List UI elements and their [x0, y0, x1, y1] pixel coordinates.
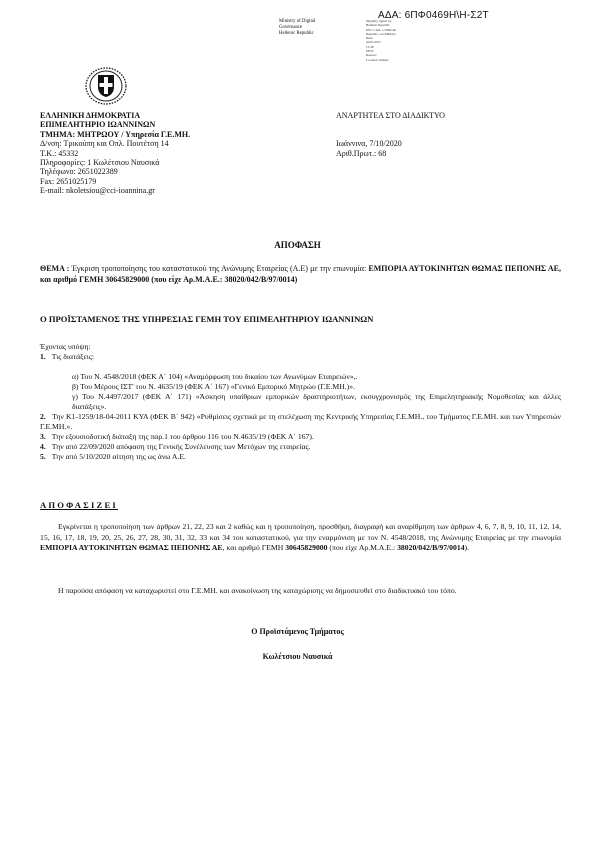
consideration-item-5: 5. Την από 5/10/2020 αίτηση της ως άνω Α.Ε.	[40, 452, 186, 461]
consideration-item-2: 2. Την Κ1-1259/18-04-2011 ΚΥΑ (ΦΕΚ Β΄ 942) «Ρυθμίσεις σχετικά με τη στελέχωση της Κεντρικής Υπηρεσίας Γ.Ε.ΜΗ., του Τμήματος Γ.Ε.ΜΗ. και των Υπηρεσιών Γ.Ε.ΜΗ.».	[40, 412, 561, 431]
consideration-text: Τις διατάξεις:	[51, 352, 94, 361]
consideration-text: Την από 5/10/2020 αίτηση της ως άνω Α.Ε.	[51, 452, 186, 461]
issuer-address: Δ/νση: Τρικούπη και Οπλ. Πουτέτση 14	[40, 139, 169, 149]
issuer-chamber: ΕΠΙΜΕΛΗΤΗΡΙΟ ΙΩΑΝΝΙΝΩΝ	[40, 120, 156, 130]
issuer-block	[40, 111, 300, 196]
document-code: ΑΔΑ: 6ΠΦ0469Η\Η-Σ2Τ	[378, 10, 489, 21]
approval-text: , και αριθμό ΓΕΜΗ	[222, 543, 286, 553]
director-heading: Ο ΠΡΟΪΣΤΑΜΕΝΟΣ ΤΗΣ ΥΠΗΡΕΣΙΑΣ ΓΕΜΗ ΤΟΥ ΕΠΙΜΕΛΗΤΗΡΙΟΥ ΙΩΑΝΝΙΝΩΝ	[40, 314, 374, 324]
subject-paragraph	[40, 264, 561, 285]
signature-line: Digitally signed by	[366, 19, 392, 23]
subject-company: ΕΜΠΟΡΙΑ ΑΥΤΟΚΙΝΗΤΩΝ ΘΩΜΑΣ ΠΕΠΟΝΗΣ ΑΕ, και αριθμό ΓΕΜΗ 30645829000 (που είχε Αρ.Μ.Α.Ε.: 38020/042/Β/97/0014)	[40, 264, 561, 284]
issuer-department: ΤΜΗΜΑ: ΜΗΤΡΩΟΥ / Υπηρεσία Γ.Ε.ΜΗ.	[40, 129, 191, 139]
provision-c: γ) Του Ν.4497/2017 (ΦΕΚ Α΄ 171) «Άσκηση υπαίθριων εμπορικών δραστηριοτήτων, εκσυγχρονισμός της Επιμελητηριακής Νομοθεσίας και άλλες διατάξεις».	[72, 392, 561, 411]
signature-line: Date:	[366, 36, 374, 41]
consideration-text: Την εξουσιοδοτική διάταξη της παρ.1 του άρθρου 116 του Ν.4635/19 (ΦΕΚ Α΄ 167).	[51, 432, 314, 441]
subject-label: ΘΕΜΑ :	[40, 264, 70, 273]
provision-a: α) Του Ν. 4548/2018 (ΦΕΚ Α΄ 104) «Αναμόρφωση του δικαίου των Ανωνύμων Εταιρειών»,.	[72, 372, 358, 381]
signature-line: Reason:	[366, 53, 377, 58]
issuer-postcode: Τ.Κ.: 45332	[40, 148, 79, 158]
document-title: ΑΠΟΦΑΣΗ	[274, 240, 321, 250]
signature-line: 15:48	[366, 44, 374, 49]
consideration-text: Την από 22/09/2020 απόφαση της Γενικής Συνέλευσης των Μετόχων της εταιρείας.	[51, 442, 311, 451]
approval-gemi-number: 30645829000	[285, 543, 328, 553]
considering-intro: Έχοντας υπόψη:	[40, 342, 91, 351]
digital-signature-details	[366, 19, 406, 62]
issuer-fax: Fax: 2651025179	[40, 176, 97, 186]
signature-line: 2020.10.07	[366, 40, 381, 45]
signature-line: DN: c=GR, o=Hellenic	[366, 27, 397, 32]
protocol-number: Αριθ.Πρωτ.: 68	[336, 148, 387, 158]
approval-mae-number: 38020/042/Β/97/0014	[397, 543, 465, 553]
document-date: Ιωάννινα, 7/10/2020	[336, 139, 402, 149]
approval-company: ΕΜΠΟΡΙΑ ΑΥΤΟΚΙΝΗΤΩΝ ΘΩΜΑΣ ΠΕΠΟΝΗΣ ΑΕ	[40, 543, 223, 553]
signatory-role: Ο Προϊστάμενος Τμήματος	[251, 627, 344, 636]
consideration-item-3: 3. Την εξουσιοδοτική διάταξη της παρ.1 του άρθρου 116 του Ν.4635/19 (ΦΕΚ Α΄ 167).	[40, 432, 314, 441]
publication-block	[336, 111, 536, 158]
approval-text: (που είχε Αρ.Μ.Α.Ε.:	[327, 543, 398, 553]
hellenic-coat-of-arms-icon	[84, 66, 128, 106]
consideration-item-1: 1. Τις διατάξεις:	[40, 352, 94, 361]
ministry-line: Governance	[279, 25, 303, 30]
issuer-phone: Τηλέφωνο: 2651022389	[40, 167, 118, 177]
issuer-contact: Πληροφορίες: 1 Κωλέτσιου Ναυσικά	[40, 158, 160, 168]
considerations-list	[40, 342, 561, 462]
issuer-email: E-mail: nkoletsiou@cci-ioannina.gr	[40, 186, 155, 196]
approval-text: Εγκρίνεται η τροποποίηση των άρθρων 21, 22, 23 και 2 καθώς και η τροποποίηση, προσθήκη, διαγραφή και αναρίθμηση των άρθρων 4, 6, 7, 8, 9, 10, 11, 12, 14, 15, 16, 17, 18, 19, 20, 25, 26, 27, 28, 30, 31, 32, 33 και 34 του καταστατικού, για την εναρμόνιση με τον Ν. 4548/2018, της Ανώνυμης Εταιρείας με την επωνυμία	[40, 522, 561, 542]
consideration-text: Την Κ1-1259/18-04-2011 ΚΥΑ (ΦΕΚ Β΄ 942) «Ρυθμίσεις σχετικά με τη στελέχωση της Κεντρικής Υπηρεσίας Γ.Ε.ΜΗ., του Τμήματος Γ.Ε.ΜΗ. και των Υπηρεσιών Γ.Ε.ΜΗ.».	[40, 412, 561, 431]
internet-publication-note: ΑΝΑΡΤΗΤΕΑ ΣΤΟ ΔΙΑΔΙΚΤΥΟ	[336, 111, 445, 120]
signature-line: Location: Athens	[366, 57, 389, 62]
provision-b: β) Του Μέρους ΙΣΤ' του Ν. 4635/19 (ΦΕΚ Α΄ 167) «Γενικό Εμπορικό Μητρώο (Γ.Ε.ΜΗ.)».	[72, 382, 355, 391]
issuer-country: ΕΛΛΗΝΙΚΗ ΔΗΜΟΚΡΑΤΙΑ	[40, 111, 141, 120]
digital-signature-ministry	[279, 19, 361, 37]
registration-paragraph: Η παρούσα απόφαση να καταχωριστεί στο Γ.Ε.ΜΗ. και ανακοίνωση της καταχώρισης να δημοσιευθεί στο διαδικτυακό του τόπο.	[58, 586, 457, 595]
subject-text: Έγκριση τροποποίησης του καταστατικού της Ανώνυμης Εταιρείας (Α.Ε) με την επωνυμία:	[69, 264, 369, 273]
decision-heading: ΑΠΟΦΑΣΙΖΕΙ	[40, 500, 118, 510]
consideration-item-4: 4. Την από 22/09/2020 απόφαση της Γενικής Συνέλευσης των Μετόχων της εταιρείας.	[40, 442, 311, 451]
signatory-name: Κωλέτσιου Ναυσικά	[262, 652, 333, 661]
approval-paragraph	[40, 522, 561, 554]
signature-line: Hellenic Republic	[366, 23, 390, 28]
ministry-line: Hellenic Republic	[279, 31, 314, 36]
signature-line: Republic, ou=Ministry	[366, 31, 397, 36]
ministry-line: Ministry of Digital	[279, 19, 316, 24]
signature-line: EEST	[366, 49, 374, 54]
approval-text: ).	[464, 543, 470, 553]
